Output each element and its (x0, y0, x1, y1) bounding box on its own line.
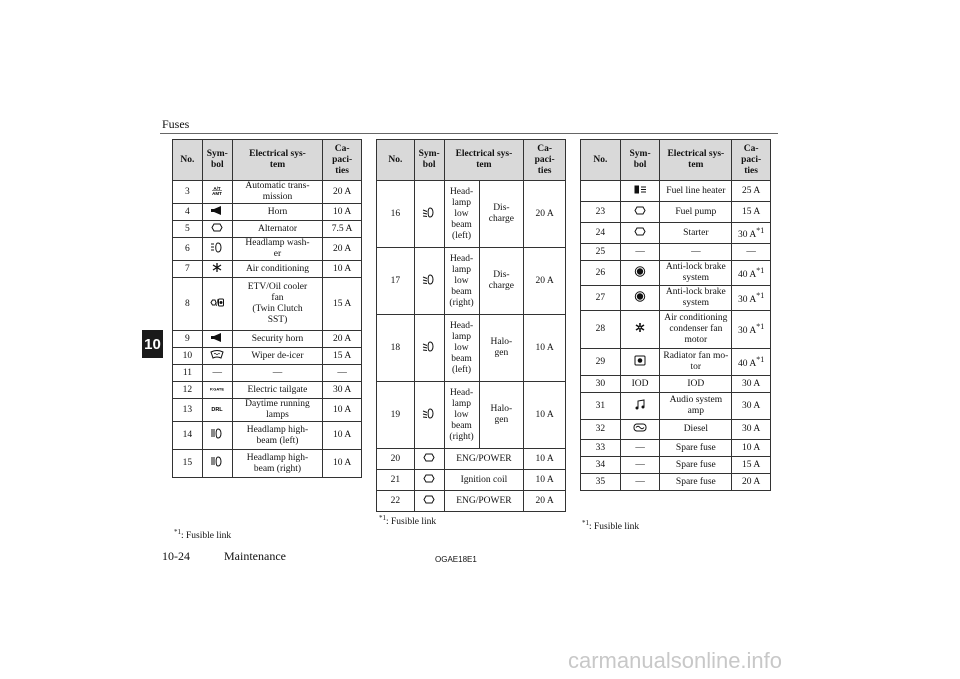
svg-text:DRL: DRL (211, 406, 223, 413)
fuse-number: 17 (377, 248, 415, 315)
table-row (581, 181, 771, 202)
table-row (581, 311, 771, 349)
table-row (581, 244, 771, 261)
at-amt-icon (210, 185, 224, 196)
table-row (581, 440, 771, 457)
table-row (173, 399, 362, 422)
svg-text:A/T: A/T (213, 185, 221, 191)
electrical-system: ENG/POWER (444, 491, 524, 512)
electrical-system: Fuel pump (660, 202, 732, 223)
electrical-system: Horn (232, 204, 322, 221)
fuse-table-1 (172, 139, 362, 478)
electrical-system: ETV/Oil cooler fan (Twin Clutch SST) (232, 278, 322, 331)
col-symbol-header: Sym- bol (620, 140, 660, 181)
fuse-number: 28 (581, 311, 621, 349)
col-system-header: Electrical sys- tem (444, 140, 524, 181)
capacity-cell: 10 A (323, 204, 362, 221)
electrical-system: Daytime running lamps (232, 399, 322, 422)
music-note-icon (633, 399, 647, 410)
fuse-table-3 (580, 139, 771, 491)
capacity-cell: 40 $A^{*1}$ (732, 261, 771, 286)
electrical-system: Anti-lock brake system (660, 286, 732, 311)
table-row (173, 278, 362, 331)
low-beam-icon (422, 341, 436, 352)
fuse-number: 13 (173, 399, 203, 422)
symbol-cell: — (202, 365, 232, 382)
table-row (581, 261, 771, 286)
fuse-number: 16 (377, 181, 415, 248)
table-row (581, 457, 771, 474)
electrical-system: IOD (660, 376, 732, 393)
header-rule (160, 133, 778, 134)
table-row (377, 315, 566, 382)
footer-page-number: 10-24 (162, 549, 190, 563)
fuse-icon (633, 205, 647, 216)
diesel-icon (633, 422, 647, 433)
table-row (581, 376, 771, 393)
electrical-system: Security horn (232, 331, 322, 348)
capacity-cell: 15 A (323, 278, 362, 331)
capacity-cell: 30 A (323, 382, 362, 399)
symbol-cell: IOD (620, 376, 660, 393)
fuse-number: 10 (173, 348, 203, 365)
symbol-cell (620, 202, 660, 223)
capacity-cell: 10 A (323, 450, 362, 478)
symbol-cell (414, 382, 444, 449)
symbol-cell (620, 311, 660, 349)
electrical-system: Fuel line heater (660, 181, 732, 202)
capacity-cell: — (323, 365, 362, 382)
electrical-system: Automatic trans- mission (232, 181, 322, 204)
capacity-cell: 20 A (524, 181, 566, 248)
capacity-cell: 15 A (732, 202, 771, 223)
col-system-header: Electrical sys- tem (660, 140, 732, 181)
electrical-system: Head- lamp low beam (right) (444, 248, 479, 315)
table-row (173, 365, 362, 382)
symbol-cell (620, 261, 660, 286)
table-row (377, 382, 566, 449)
table-row (173, 331, 362, 348)
fuse-number (581, 181, 621, 202)
symbol-cell (620, 349, 660, 376)
high-beam-icon (210, 428, 224, 439)
symbol-cell: — (620, 440, 660, 457)
electrical-system: Radiator fan mo- tor (660, 349, 732, 376)
capacity-cell: 10 A (732, 440, 771, 457)
table-row (173, 450, 362, 478)
fuse-icon (422, 494, 436, 505)
electrical-system: ENG/POWER (444, 449, 524, 470)
drl-icon (210, 403, 224, 414)
capacity-cell: 30 $A^{*1}$ (732, 311, 771, 349)
symbol-cell (620, 393, 660, 420)
fuse-icon (422, 473, 436, 484)
capacity-cell: 10 A (524, 315, 566, 382)
table-row (581, 420, 771, 440)
lamp-type: Dis- charge (479, 248, 524, 315)
symbol-cell (414, 315, 444, 382)
symbol-cell (414, 470, 444, 491)
table-row (173, 221, 362, 238)
electrical-system: Audio system amp (660, 393, 732, 420)
capacity-cell: — (732, 244, 771, 261)
symbol-cell (414, 491, 444, 512)
fuse-number: 26 (581, 261, 621, 286)
fuse-icon (422, 452, 436, 463)
table-row (377, 181, 566, 248)
capacity-cell: 10 A (524, 449, 566, 470)
symbol-cell (202, 181, 232, 204)
fuse-icon (633, 226, 647, 237)
fuse-number: 31 (581, 393, 621, 420)
electrical-system: Ignition coil (444, 470, 524, 491)
fuse-number: 29 (581, 349, 621, 376)
electrical-system: Diesel (660, 420, 732, 440)
capacity-cell: 10 A (323, 422, 362, 450)
fuse-number: 18 (377, 315, 415, 382)
fuse-number: 27 (581, 286, 621, 311)
symbol-cell (414, 449, 444, 470)
capacity-cell: 30 A (732, 393, 771, 420)
electrical-system: Air conditioning (232, 261, 322, 278)
electrical-system: — (660, 244, 732, 261)
low-beam-icon (422, 207, 436, 218)
table-row (377, 491, 566, 512)
capacity-cell: 15 A (732, 457, 771, 474)
symbol-cell: — (620, 244, 660, 261)
col-symbol-header: Sym- bol (414, 140, 444, 181)
table-row (581, 286, 771, 311)
capacity-cell: 10 A (323, 399, 362, 422)
electrical-system: — (232, 365, 322, 382)
fuse-number: 21 (377, 470, 415, 491)
lamp-type: Halo- gen (479, 315, 524, 382)
electrical-system: Head- lamp low beam (left) (444, 315, 479, 382)
col-no-header: No. (581, 140, 621, 181)
etv-oil-cooler-icon (210, 297, 224, 308)
capacity-cell: 20 A (323, 238, 362, 261)
table-row (173, 382, 362, 399)
abs-icon (633, 291, 647, 302)
wiper-deicer-icon (210, 349, 224, 360)
electrical-system: Headlamp high- beam (right) (232, 450, 322, 478)
symbol-cell (202, 450, 232, 478)
col-no-header: No. (173, 140, 203, 181)
fuse-number: 14 (173, 422, 203, 450)
svg-text:P.GATE: P.GATE (210, 386, 225, 391)
electrical-system: Spare fuse (660, 440, 732, 457)
fuse-number: 5 (173, 221, 203, 238)
lamp-type: Halo- gen (479, 382, 524, 449)
symbol-cell: — (620, 474, 660, 491)
table-row (173, 348, 362, 365)
fuse-number: 7 (173, 261, 203, 278)
symbol-cell (620, 286, 660, 311)
fuse-icon (210, 222, 224, 233)
fuse-table-2 (376, 139, 566, 512)
capacity-cell: 10 A (323, 261, 362, 278)
electrical-system: Spare fuse (660, 474, 732, 491)
table-row (377, 470, 566, 491)
table-row (581, 393, 771, 420)
electrical-system: Air conditioning condenser fan motor (660, 311, 732, 349)
lamp-type: Dis- charge (479, 181, 524, 248)
col-capacity-header: Ca- paci- ties (732, 140, 771, 181)
electrical-system: Electric tailgate (232, 382, 322, 399)
electrical-system: Head- lamp low beam (left) (444, 181, 479, 248)
abs-icon (633, 266, 647, 277)
col-system-header: Electrical sys- tem (232, 140, 322, 181)
electrical-system: Starter (660, 223, 732, 244)
electrical-system: Spare fuse (660, 457, 732, 474)
capacity-cell: 10 A (524, 470, 566, 491)
capacity-cell: 20 A (732, 474, 771, 491)
symbol-cell (202, 382, 232, 399)
col-capacity-header: Ca- paci- ties (524, 140, 566, 181)
table-row (581, 474, 771, 491)
fuse-number: 9 (173, 331, 203, 348)
symbol-cell (202, 348, 232, 365)
capacity-cell: 20 A (323, 181, 362, 204)
symbol-cell (202, 331, 232, 348)
capacity-cell: 30 $A^{*1}$ (732, 223, 771, 244)
capacity-cell: 15 A (323, 348, 362, 365)
fuse-number: 25 (581, 244, 621, 261)
horn-icon (210, 205, 224, 216)
fuse-number: 24 (581, 223, 621, 244)
fuse-number: 34 (581, 457, 621, 474)
horn-icon (210, 332, 224, 343)
capacity-cell: 10 A (524, 382, 566, 449)
electrical-system: Alternator (232, 221, 322, 238)
fuse-number: 8 (173, 278, 203, 331)
table-row (377, 248, 566, 315)
capacity-cell: 25 A (732, 181, 771, 202)
radiator-fan-icon (633, 355, 647, 366)
high-beam-icon (210, 456, 224, 467)
electrical-system: Headlamp high- beam (left) (232, 422, 322, 450)
symbol-cell (202, 204, 232, 221)
symbol-cell (202, 278, 232, 331)
table-row (173, 204, 362, 221)
fuse-number: 35 (581, 474, 621, 491)
fuse-number: 30 (581, 376, 621, 393)
tailgate-icon (210, 383, 224, 394)
chapter-tab: 10 (142, 330, 163, 358)
symbol-cell (202, 261, 232, 278)
footnote-3: $^{*1}$: Fusible link (582, 519, 640, 533)
symbol-cell (414, 181, 444, 248)
table-row (173, 422, 362, 450)
fuse-number: 4 (173, 204, 203, 221)
low-beam-icon (422, 408, 436, 419)
fuse-number: 32 (581, 420, 621, 440)
fuse-number: 22 (377, 491, 415, 512)
col-capacity-header: Ca- paci- ties (323, 140, 362, 181)
capacity-cell: 20 A (323, 331, 362, 348)
table-row (173, 238, 362, 261)
electrical-system: Headlamp wash- er (232, 238, 322, 261)
fuse-number: 33 (581, 440, 621, 457)
table-row (173, 181, 362, 204)
electrical-system: Head- lamp low beam (right) (444, 382, 479, 449)
symbol-cell (202, 422, 232, 450)
symbol-cell (202, 221, 232, 238)
symbol-cell (414, 248, 444, 315)
capacity-cell: 30 $A^{*1}$ (732, 286, 771, 311)
symbol-cell (620, 181, 660, 202)
fuse-number: 15 (173, 450, 203, 478)
symbol-cell: — (620, 457, 660, 474)
capacity-cell: 30 A (732, 420, 771, 440)
fuse-number: 6 (173, 238, 203, 261)
table-row (581, 349, 771, 376)
fuse-number: 19 (377, 382, 415, 449)
fuse-number: 11 (173, 365, 203, 382)
watermark: carmanualsonline.info (568, 648, 783, 673)
table-row (173, 261, 362, 278)
capacity-cell: 7.5 A (323, 221, 362, 238)
svg-text:AMT: AMT (212, 190, 223, 196)
symbol-cell (620, 420, 660, 440)
capacity-cell: 20 A (524, 491, 566, 512)
table-row (581, 202, 771, 223)
table-row (581, 223, 771, 244)
fuse-number: 3 (173, 181, 203, 204)
page-header-title: Fuses (162, 117, 190, 131)
col-no-header: No. (377, 140, 415, 181)
fuel-heater-icon (633, 184, 647, 195)
headlamp-washer-icon (210, 242, 224, 253)
symbol-cell (202, 399, 232, 422)
symbol-cell (202, 238, 232, 261)
fuse-number: 12 (173, 382, 203, 399)
symbol-cell (620, 223, 660, 244)
low-beam-icon (422, 274, 436, 285)
col-symbol-header: Sym- bol (202, 140, 232, 181)
electrical-system: Anti-lock brake system (660, 261, 732, 286)
fuse-number: 23 (581, 202, 621, 223)
footer-doc-code: OGAE18E1 (435, 555, 477, 564)
footnote-1: $^{*1}$: Fusible link (174, 528, 232, 542)
condenser-fan-icon (633, 322, 647, 333)
table-row (377, 449, 566, 470)
air-conditioning-icon (210, 262, 224, 273)
capacity-cell: 20 A (524, 248, 566, 315)
footer-section: Maintenance (224, 549, 286, 563)
capacity-cell: 30 A (732, 376, 771, 393)
electrical-system: Wiper de-icer (232, 348, 322, 365)
capacity-cell: 40 $A^{*1}$ (732, 349, 771, 376)
fuse-number: 20 (377, 449, 415, 470)
footnote-2: $^{*1}$: Fusible link (379, 514, 437, 528)
